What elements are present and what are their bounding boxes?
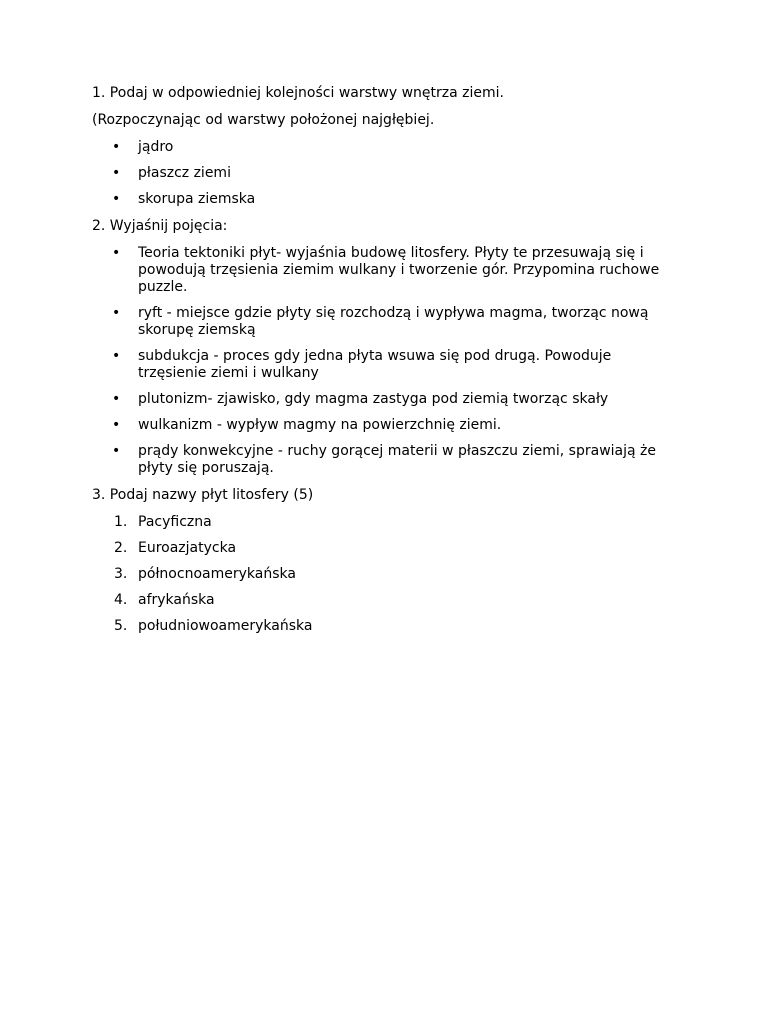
bullet-marker: • (112, 305, 121, 321)
number-marker: 1. (114, 514, 128, 530)
list-item: 4. afrykańska (114, 592, 215, 608)
question-2-title: 2. Wyjaśnij pojęcia: (92, 218, 228, 234)
number-marker: 4. (114, 592, 128, 608)
list-item: • prądy konwekcyjne - ruchy gorącej materii w płaszczu ziemi, sprawiają że płyty się poruszają. (112, 443, 656, 476)
bullet-marker: • (112, 191, 121, 207)
number-marker: 3. (114, 566, 128, 582)
document-content (92, 85, 682, 645)
list-item: • skorupa ziemska (112, 191, 256, 207)
question-1-subtitle: (Rozpoczynając od warstwy położonej najgłębiej. (92, 112, 435, 128)
bullet-marker: • (112, 165, 121, 181)
bullet-marker: • (112, 139, 121, 155)
bullet-marker: • (112, 443, 121, 459)
number-marker: 2. (114, 540, 128, 556)
plates-list (92, 514, 682, 635)
concepts-list (92, 245, 682, 477)
question-1-title: 1. Podaj w odpowiedniej kolejności warstwy wnętrza ziemi. (92, 85, 504, 101)
bullet-marker: • (112, 245, 121, 261)
earth-layers-list (92, 139, 682, 208)
list-item: • plutonizm- zjawisko, gdy magma zastyga pod ziemią tworząc skały (112, 391, 609, 407)
bullet-marker: • (112, 417, 121, 433)
list-item: • płaszcz ziemi (112, 165, 231, 181)
list-item: • ryft - miejsce gdzie płyty się rozchodzą i wypływa magma, tworząc nową skorupę ziemską (112, 305, 649, 338)
list-item: • wulkanizm - wypływ magmy na powierzchnię ziemi. (112, 417, 502, 433)
number-marker: 5. (114, 618, 128, 634)
list-item: 5. południowoamerykańska (114, 618, 313, 634)
list-item: 2. Euroazjatycka (114, 540, 237, 556)
list-item: • jądro (112, 139, 174, 155)
bullet-marker: • (112, 391, 121, 407)
question-3-title: 3. Podaj nazwy płyt litosfery (5) (92, 487, 314, 503)
list-item: 3. północnoamerykańska (114, 566, 296, 582)
bullet-marker: • (112, 348, 121, 364)
list-item: • subdukcja - proces gdy jedna płyta wsuwa się pod drugą. Powoduje trzęsienie ziemi i wulkany (112, 348, 612, 381)
list-item: 1. Pacyficzna (114, 514, 212, 530)
list-item: • Teoria tektoniki płyt- wyjaśnia budowę litosfery. Płyty te przesuwają się i powodują trzęsienia ziemim wulkany i tworzenie gór. Przypomina ruchowe puzzle. (112, 245, 660, 295)
